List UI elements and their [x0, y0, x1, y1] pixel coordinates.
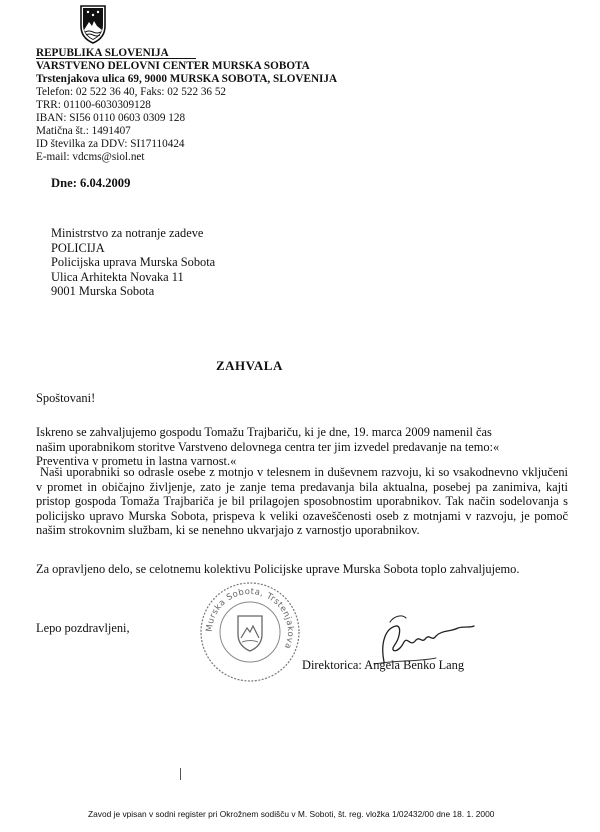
- letterhead-address: Trstenjakova ulica 69, 9000 MURSKA SOBOTA, SLOVENIJA: [36, 73, 338, 85]
- letterhead-republic: REPUBLIKA SLOVENIJA: [36, 47, 169, 59]
- margin-mark: [180, 768, 181, 780]
- letterhead-email: E-mail: vdcms@siol.net: [36, 151, 145, 163]
- paragraph-1: [36, 425, 566, 469]
- recipient-line: Policijska uprava Murska Sobota: [51, 255, 216, 269]
- official-stamp-icon: [198, 580, 302, 684]
- letterhead-iban: IBAN: SI56 0110 0603 0309 128: [36, 112, 186, 124]
- salutation: Spoštovani!: [36, 391, 96, 405]
- letterhead-divider: [36, 58, 196, 59]
- recipient-line: Ministrstvo za notranje zadeve: [51, 226, 204, 240]
- recipient-line: 9001 Murska Sobota: [51, 284, 155, 298]
- paragraph-2: Naši uporabniki so odrasle osebe z motnjo v telesnem in duševnem razvoju, ki so vsakodnevno vključeni v promet in običajno življenje, zato je zanje tema predavanja bila aktualna, posebej pa zanimiva, kajti pristop gospoda Tomaža Trajbariča je bil prilagojen sposobnostim uporabnikov. Tak način sodelovanja s policijsko upravo Murska Sobota, prispeva k veliki ozaveščenosti oseb z motnjami v razvoju, je pomoč našim strokovnim službam, ki se nenehno ukvarjajo z varnostjo uporabnikov.: [36, 465, 568, 537]
- paragraph-1-line: našim uporabnikom storitve Varstveno delovnega centra ter jim izvedel predavanje na temo:«: [36, 439, 500, 454]
- signature-line: Direktorica: Angela Benko Lang: [302, 658, 465, 672]
- paragraph-3: Za opravljeno delo, se celotnemu kolektivu Policijske uprave Murska Sobota toplo zahvaljujemo.: [36, 562, 520, 576]
- letterhead-ddv: ID številka za DDV: SI17110424: [36, 138, 185, 150]
- stamp-text: Murska Sobota, Trstenjakova: [204, 586, 296, 651]
- recipient-block: [51, 226, 215, 299]
- paragraph-1-line: Preventiva v prometu in lastna varnost.«: [36, 454, 237, 468]
- paragraph-1-line: Iskreno se zahvaljujemo gospodu Tomažu Trajbariču, ki je dne, 19. marca 2009 namenil čas: [36, 425, 492, 439]
- recipient-line: POLICIJA: [51, 240, 105, 255]
- coat-of-arms-icon: [79, 4, 107, 44]
- footer-registration: Zavod je vpisan v sodni register pri Okrožnem sodišču v M. Soboti, št. reg. vložka 1/02432/00 dne 18. 1. 2000: [88, 809, 495, 819]
- date-line: Dne: 6.04.2009: [51, 176, 131, 190]
- closing: Lepo pozdravljeni,: [36, 621, 130, 635]
- page-title: ZAHVALA: [216, 358, 283, 373]
- recipient-line: Ulica Arhitekta Novaka 11: [51, 269, 184, 284]
- letterhead-maticna: Matična št.: 1491407: [36, 125, 131, 137]
- letterhead-phone: Telefon: 02 522 36 40, Faks: 02 522 36 52: [36, 86, 227, 98]
- letterhead-org: VARSTVENO DELOVNI CENTER MURSKA SOBOTA: [36, 60, 310, 72]
- letterhead-trr: TRR: 01100-6030309128: [36, 99, 151, 111]
